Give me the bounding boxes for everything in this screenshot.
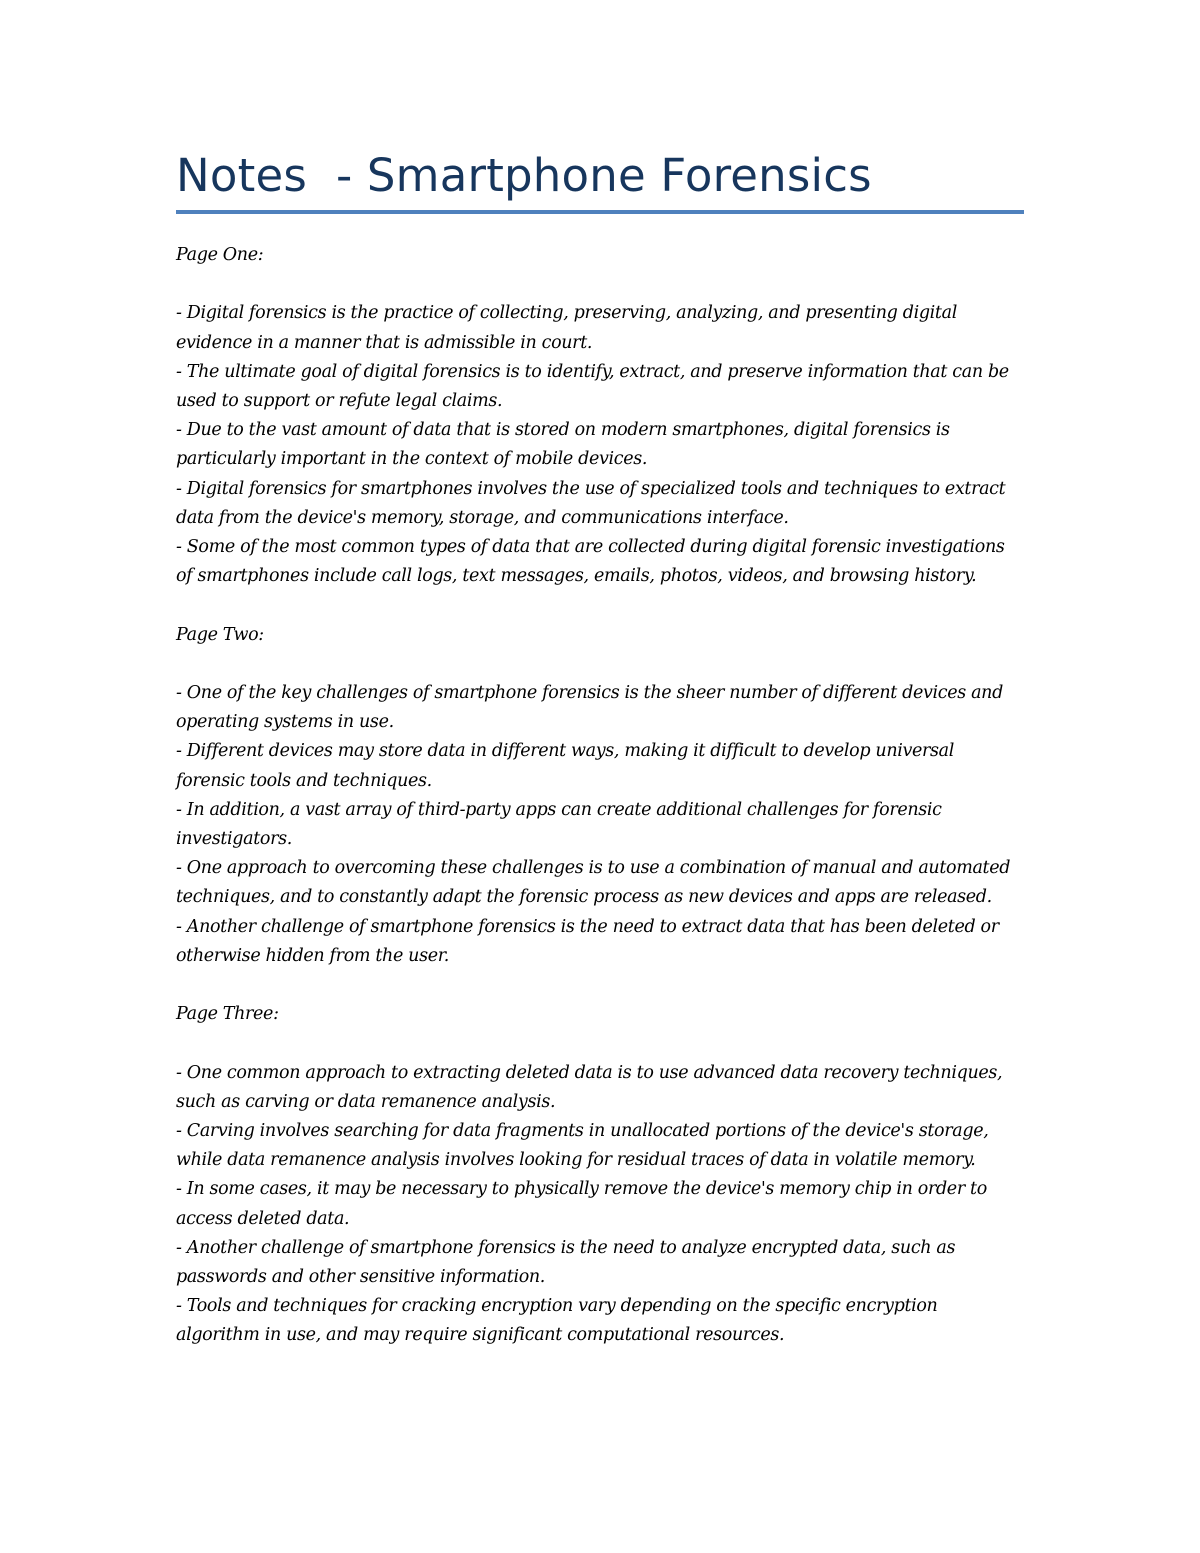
list-item: - One approach to overcoming these challenges is to use a combination of manual and automated techniques, and to constantly adapt the forensic process as new devices and apps are released.	[176, 858, 1011, 908]
list-item: - Tools and techniques for cracking encryption vary depending on the specific encryption algorithm in use, and may require significant computational resources.	[176, 1296, 938, 1346]
blank-line	[176, 591, 1026, 620]
title-underline	[176, 210, 1024, 214]
list-item: - Some of the most common types of data that are collected during digital forensic investigations of smartphones include call logs, text messages, emails, photos, videos, and browsing history.	[176, 537, 1005, 587]
section-page-one	[176, 241, 1026, 591]
list-item: - Digital forensics is the practice of collecting, preserving, analyzing, and presenting digital evidence in a manner that is admissible in court.	[176, 303, 957, 353]
list-item: - In addition, a vast array of third-party apps can create additional challenges for forensic investigators.	[176, 799, 942, 849]
document-body	[176, 241, 1026, 1351]
list-item: - Digital forensics for smartphones involves the use of specialized tools and techniques to extract data from the device's memory, storage, and communications interface.	[176, 478, 1006, 528]
list-item: - One of the key challenges of smartphone forensics is the sheer number of different devices and operating systems in use.	[176, 682, 1003, 733]
bullet-list	[176, 1059, 1026, 1351]
list-item: - Due to the vast amount of data that is stored on modern smartphones, digital forensics is particularly important in the context of mobile devices.	[176, 420, 950, 470]
blank-line	[176, 1029, 1026, 1058]
section-page-two	[176, 621, 1026, 971]
list-item: - Different devices may store data in different ways, making it difficult to develop universal forensic tools and techniques.	[176, 741, 955, 791]
blank-line	[176, 650, 1026, 679]
bullet-list	[176, 299, 1026, 591]
bullet-list	[176, 679, 1026, 971]
list-item: - Carving involves searching for data fragments in unallocated portions of the device's storage, while data remanence analysis involves looking for residual traces of data in volatile memory.	[176, 1120, 989, 1171]
document-title: Notes - Smartphone Forensics	[176, 149, 872, 202]
list-item: - Another challenge of smartphone forensics is the need to extract data that has been deleted or otherwise hidden from the user.	[176, 916, 999, 966]
list-item: - In some cases, it may be necessary to physically remove the device's memory chip in order to access deleted data.	[176, 1179, 987, 1229]
section-heading: Page Three:	[176, 1004, 279, 1025]
list-item: - One common approach to extracting deleted data is to use advanced data recovery techniques, such as carving or data remanence analysis.	[176, 1062, 1003, 1112]
list-item: - The ultimate goal of digital forensics is to identify, extract, and preserve information that can be used to support or refute legal claims.	[176, 361, 1009, 411]
section-heading: Page One:	[176, 245, 264, 265]
list-item: - Another challenge of smartphone forensics is the need to analyze encrypted data, such as passwords and other sensitive information.	[176, 1237, 956, 1287]
section-page-three	[176, 1000, 1026, 1350]
blank-line	[176, 270, 1026, 299]
blank-line	[176, 971, 1026, 1000]
section-heading: Page Two:	[176, 624, 264, 645]
